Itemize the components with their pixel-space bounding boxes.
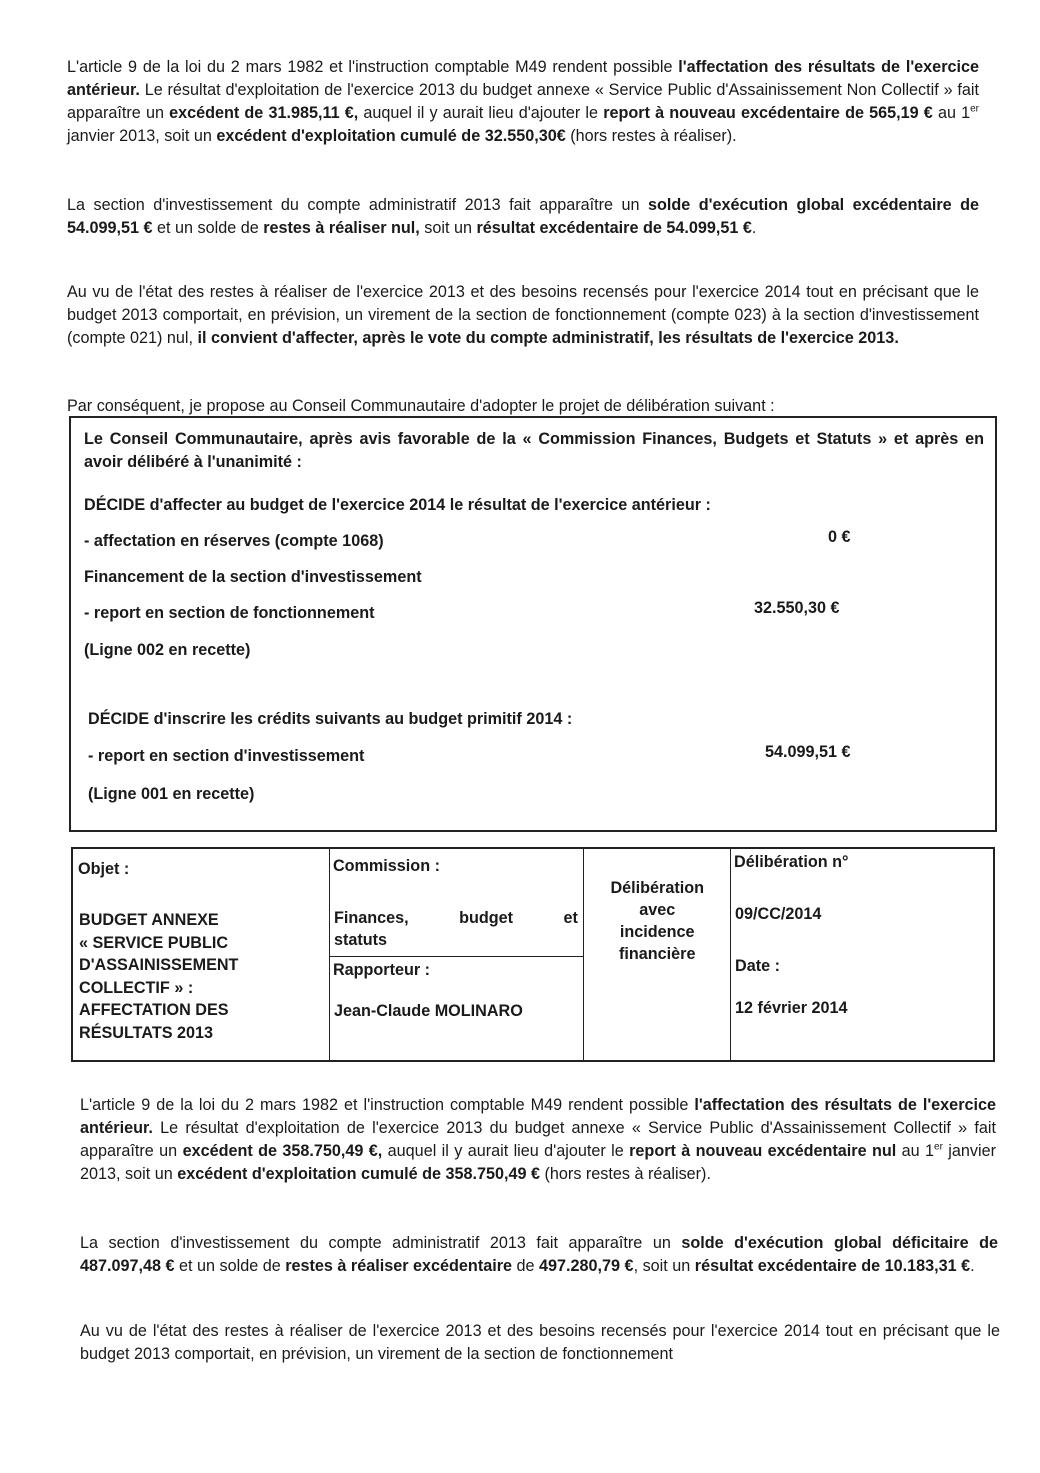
- p5-text: janvier 2013, soit un: [80, 1142, 996, 1183]
- p6-text: .: [970, 1257, 975, 1275]
- rapporteur-cell: [329, 956, 583, 1061]
- commission-line-2: statuts: [333, 931, 388, 949]
- p2-bold: résultat excédentaire de 54.099,51 €: [476, 219, 752, 237]
- deliberation-number-label: Délibération n°: [734, 853, 849, 871]
- objet-line: RÉSULTATS 2013: [79, 1023, 214, 1042]
- p1-text: L'article 9 de la loi du 2 mars 1982 et l'instruction comptable M49 rendent possible: [67, 58, 679, 76]
- p1-superscript: er: [970, 103, 980, 115]
- p6-text: et un solde de: [174, 1257, 286, 1275]
- p5-text: au 1: [896, 1142, 935, 1160]
- deliberation-cell: [731, 848, 994, 1061]
- ligne-002: (Ligne 002 en recette): [84, 641, 251, 659]
- commission-word: budget: [459, 909, 514, 927]
- objet-line: AFFECTATION DES: [79, 1001, 229, 1019]
- incidence-line: incidence: [619, 923, 695, 941]
- objet-label: Objet :: [78, 860, 130, 878]
- commission-label: Commission :: [332, 857, 440, 875]
- p6-bold: restes à réaliser excédentaire: [285, 1257, 513, 1275]
- objet-line: BUDGET ANNEXE: [79, 911, 219, 929]
- p1-bold: l'affectation des résultats de l'exercice antérieur.: [67, 58, 979, 99]
- fonctionnement-amount: 32.550,30 €: [754, 599, 840, 617]
- objet-cell: [72, 848, 329, 1061]
- p1-text: au 1: [932, 104, 971, 122]
- paragraph-3: [67, 281, 979, 350]
- p5-bold: excédent de 358.750,49 €,: [182, 1142, 383, 1160]
- objet-line: COLLECTIF » :: [79, 978, 194, 997]
- date-label: Date :: [735, 957, 781, 975]
- p5-text: Le résultat d'exploitation de l'exercice 2013 du budget annexe « Service Public d'Assainissement Collectif » fait apparaître un: [80, 1119, 996, 1160]
- incidence-cell: [584, 848, 731, 1061]
- p1-text: auquel il y aurait lieu d'ajouter le: [358, 104, 604, 122]
- p3-bold: il convient d'affecter, après le vote du compte administratif, les résultats de l'exercice 2013.: [197, 329, 899, 347]
- p5-bold: report à nouveau excédentaire nul: [629, 1142, 897, 1160]
- p5-text: L'article 9 de la loi du 2 mars 1982 et l'instruction comptable M49 rendent possible: [80, 1096, 695, 1114]
- decide-2: DÉCIDE d'inscrire les crédits suivants au budget primitif 2014 :: [88, 710, 573, 728]
- investissement-amount: 54.099,51 €: [765, 743, 851, 761]
- p2-text: La section d'investissement du compte administratif 2013 fait apparaître un: [67, 196, 648, 214]
- p1-text: janvier 2013, soit un: [67, 127, 217, 145]
- paragraph-1: [67, 56, 979, 148]
- objet-value: [79, 909, 238, 1044]
- p6-bold: résultat excédentaire de 10.183,31 €: [694, 1257, 971, 1275]
- financement-heading: Financement de la section d'investissement: [84, 568, 422, 586]
- commission-word: et: [563, 909, 578, 927]
- deliberation-number: 09/CC/2014: [735, 905, 822, 923]
- paragraph-6: [80, 1232, 998, 1278]
- paragraph-4: Par conséquent, je propose au Conseil Communautaire d'adopter le projet de délibération suivant :: [67, 397, 775, 415]
- p5-bold: l'affectation des résultats de l'exercice antérieur.: [80, 1096, 996, 1137]
- p1-text: Le résultat d'exploitation de l'exercice 2013 du budget annexe « Service Public d'Assainissement Non Collectif » fait apparaître un: [67, 81, 979, 122]
- p1-bold: excédent de 31.985,11 €,: [169, 104, 359, 122]
- ligne-001: (Ligne 001 en recette): [88, 785, 255, 803]
- p1-bold: excédent d'exploitation cumulé de 32.550,30€: [216, 127, 566, 145]
- rapporteur-value: Jean-Claude MOLINARO: [333, 1001, 523, 1020]
- reserve-label: - affectation en réserves (compte 1068): [84, 532, 384, 550]
- fonctionnement-label: - report en section de fonctionnement: [84, 604, 375, 622]
- p6-text: de: [512, 1257, 540, 1275]
- date-value: 12 février 2014: [735, 999, 848, 1017]
- commission-cell: [329, 848, 583, 956]
- p5-text: (hors restes à réaliser).: [540, 1165, 711, 1183]
- p6-text: , soit un: [633, 1257, 695, 1275]
- incidence-line: avec: [639, 901, 676, 919]
- paragraph-2: [67, 194, 979, 240]
- decide-1: DÉCIDE d'affecter au budget de l'exercice 2014 le résultat de l'exercice antérieur :: [84, 496, 711, 514]
- p3-text: Au vu de l'état des restes à réaliser de l'exercice 2013 et des besoins recensés pour l'exercice 2014 tout en précisant que le budget 2013 comportait, en prévision, un virement de la section de fonctionnement (compte 023) à la section d'investissement (compte 021) nul,: [67, 283, 979, 347]
- incidence-line: financière: [618, 945, 696, 963]
- investissement-label: - report en section d'investissement: [88, 747, 365, 765]
- p2-bold: solde d'exécution global excédentaire de 54.099,51 €: [67, 196, 979, 237]
- p1-text: (hors restes à réaliser).: [565, 127, 737, 145]
- objet-line: D'ASSAINISSEMENT: [79, 956, 239, 974]
- paragraph-7: Au vu de l'état des restes à réaliser de l'exercice 2013 et des besoins recensés pour l'exercice 2014 tout en précisant que le budget 2013 comportait, en prévision, un virement de la section de fonctionnement: [80, 1322, 1000, 1363]
- objet-line: « SERVICE PUBLIC: [79, 933, 229, 952]
- p6-text: La section d'investissement du compte administratif 2013 fait apparaître un: [80, 1234, 682, 1252]
- p2-text: .: [751, 219, 757, 237]
- p2-text: soit un: [419, 219, 477, 237]
- reserve-amount: 0 €: [828, 528, 851, 546]
- box-intro: Le Conseil Communautaire, après avis favorable de la « Commission Finances, Budgets et Statuts » et après en avoir délibéré à l'unanimité :: [84, 430, 984, 471]
- p5-text: auquel il y aurait lieu d'ajouter le: [382, 1142, 630, 1160]
- commission-word: Finances,: [333, 909, 409, 927]
- p6-bold: 497.280,79 €: [539, 1257, 634, 1275]
- p5-bold: excédent d'exploitation cumulé de 358.750,49 €: [177, 1165, 541, 1183]
- p2-text: et un solde de: [152, 219, 264, 237]
- deliberation-box: [69, 416, 997, 832]
- commission-line-1: [334, 907, 578, 929]
- incidence-text: [584, 877, 730, 965]
- commission-value: [334, 907, 578, 951]
- p2-bold: restes à réaliser nul,: [263, 219, 420, 237]
- p1-bold: report à nouveau excédentaire de 565,19 €: [603, 104, 933, 122]
- deliberation-meta-table: [71, 847, 995, 1062]
- p5-superscript: er: [934, 1141, 943, 1153]
- rapporteur-label: Rapporteur :: [332, 960, 431, 979]
- p6-bold: solde d'exécution global déficitaire de 487.097,48 €: [80, 1234, 998, 1275]
- incidence-line: Délibération: [610, 879, 704, 897]
- paragraph-5: [80, 1094, 996, 1186]
